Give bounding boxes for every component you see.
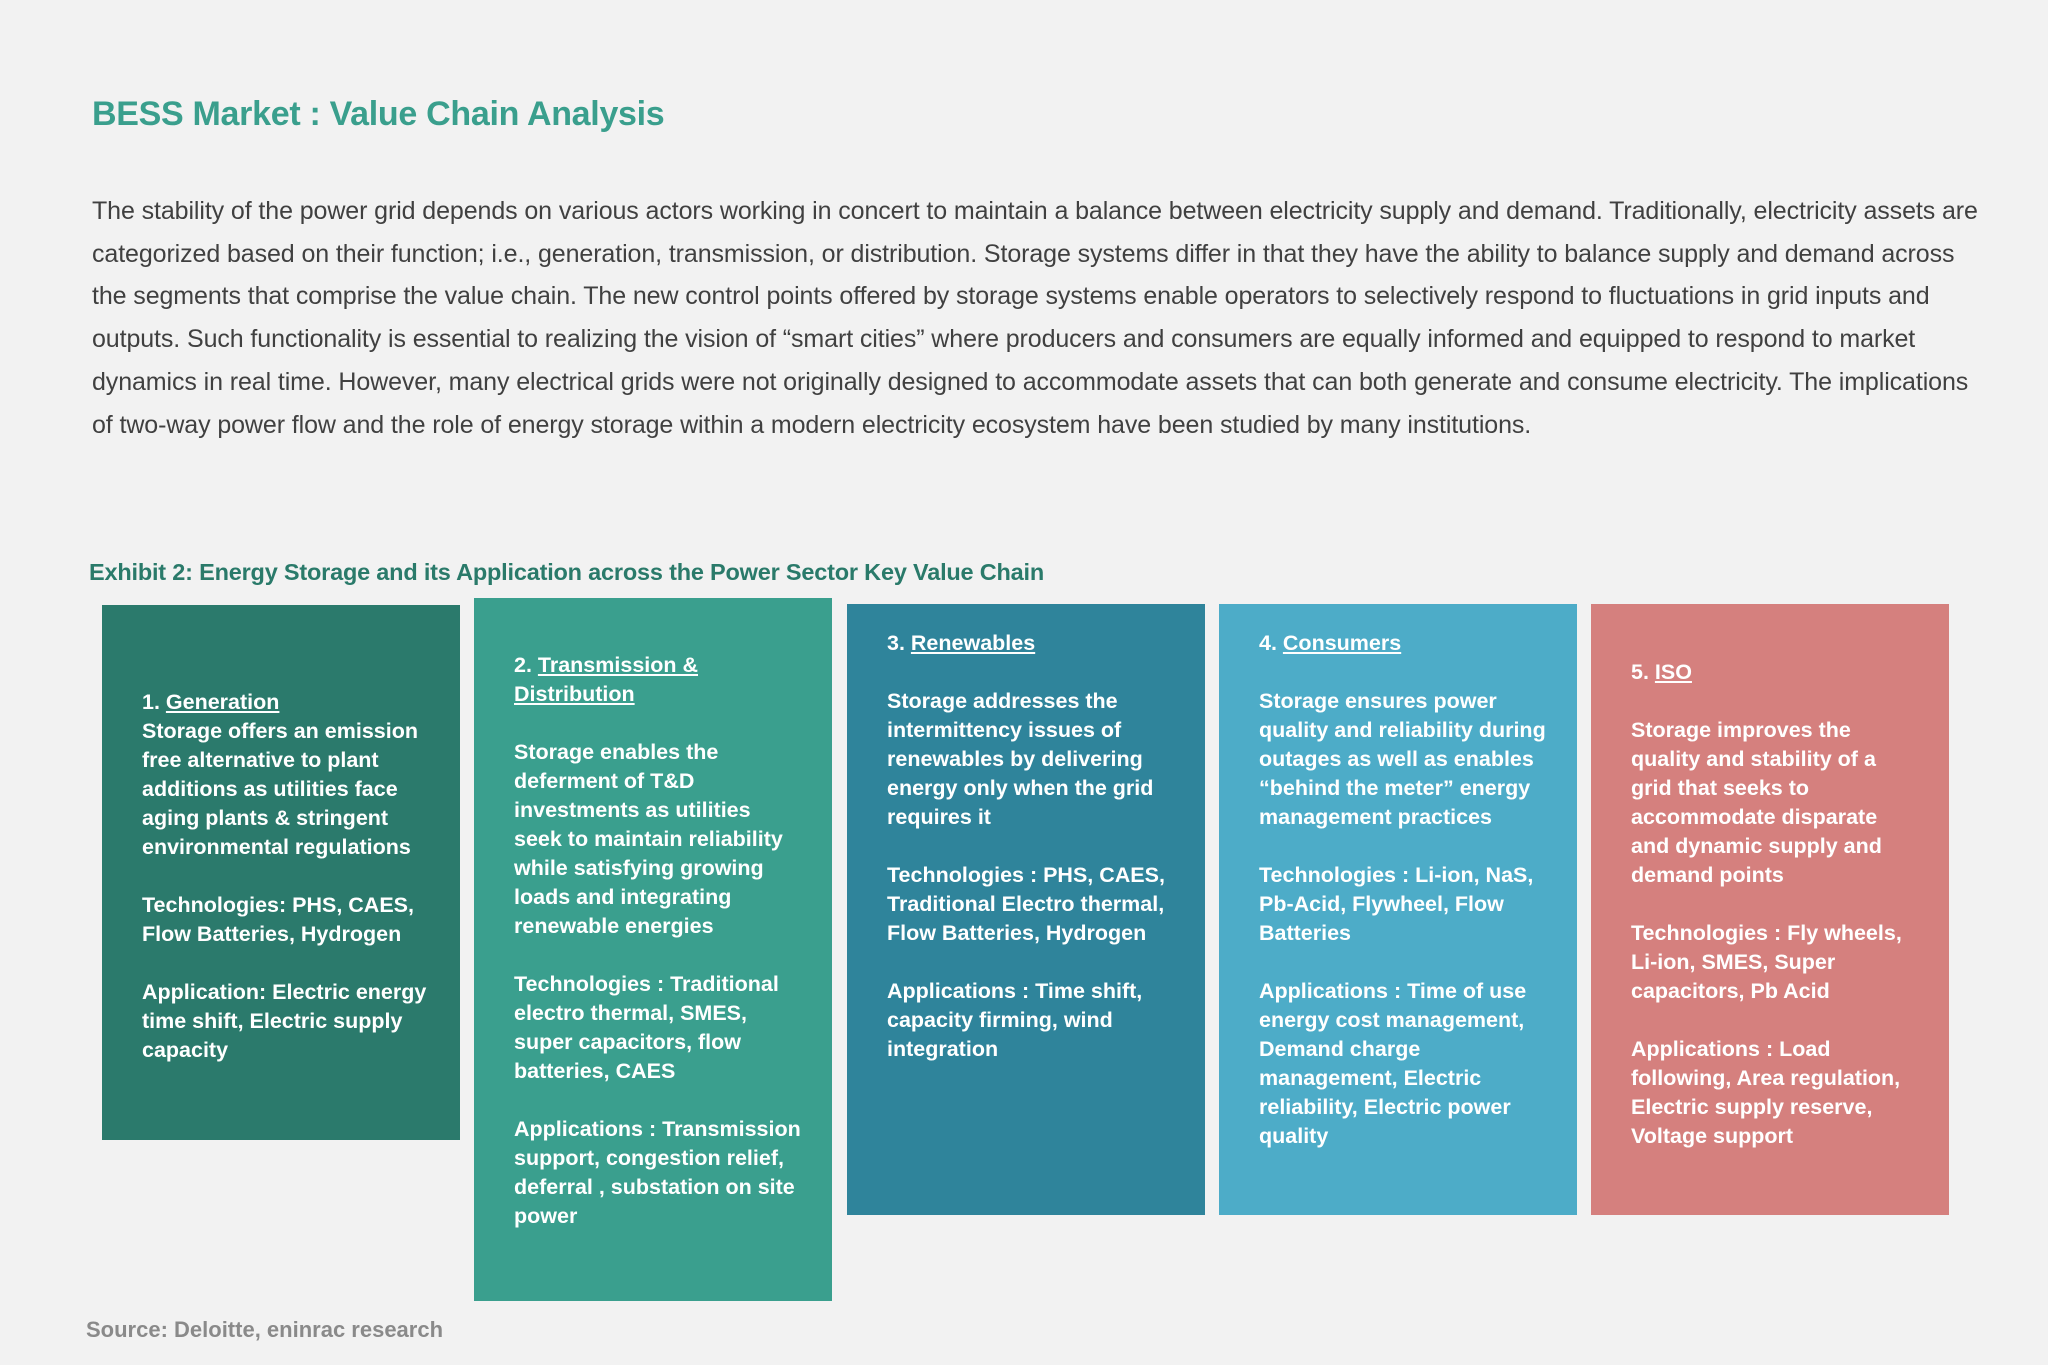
card-technologies: Technologies : Fly wheels, Li-ion, SMES, Super capacitors, Pb Acid: [1631, 921, 1902, 1003]
card-description: Storage addresses the intermittency issues of renewables by delivering energy only when the grid requires it: [887, 689, 1154, 829]
card-number: 5.: [1631, 660, 1655, 684]
card-applications: Applications : Transmission support, congestion relief, deferral , substation on site power: [514, 1117, 801, 1228]
card-heading: [142, 688, 430, 862]
value-chain-card-iso: [1591, 604, 1949, 1215]
card-applications: Applications : Time shift, capacity firming, wind integration: [887, 979, 1143, 1061]
card-description: Storage ensures power quality and reliability during outages as well as enables “behind the meter” energy management practices: [1259, 689, 1546, 829]
value-chain-card-renewables: [847, 604, 1205, 1215]
card-heading: [887, 629, 1175, 658]
card-header: Renewables: [910, 631, 1036, 655]
card-header: ISO: [1654, 660, 1692, 684]
intro-paragraph: The stability of the power grid depends on various actors working in concert to maintain a balance between electricity supply and demand. Traditionally, electricity assets are categorized based on their function; i.e., generation, transmission, or distribution. Storage systems differ in that they have the ability to balance supply and demand across the segments that comprise the value chain. The new control points offered by storage systems enable operators to selectively respond to fluctuations in grid inputs and outputs. Such functionality is essential to realizing the vision of “smart cities” where producers and consumers are equally informed and equipped to respond to market dynamics in real time. However, many electrical grids were not originally designed to accommodate assets that can both generate and consume electricity. The implications of two-way power flow and the role of energy storage within a modern electricity ecosystem have been studied by many institutions.: [92, 197, 1978, 439]
card-description: Storage enables the deferment of T&D investments as utilities seek to maintain reliability while satisfying growing loads and integrating renewable energies: [514, 740, 783, 938]
card-technologies: Technologies: PHS, CAES, Flow Batteries, Hydrogen: [142, 893, 414, 946]
card-number: 2.: [514, 653, 538, 677]
value-chain-card-consumers: [1219, 604, 1577, 1215]
source-note: Source: Deloitte, eninrac research: [86, 1317, 444, 1342]
card-applications: Applications : Load following, Area regulation, Electric supply reserve, Voltage support: [1631, 1037, 1901, 1148]
card-header: Generation: [165, 690, 280, 714]
card-header: Consumers: [1282, 631, 1402, 655]
card-technologies: Technologies : Traditional electro thermal, SMES, super capacitors, flow batteries, CAES: [514, 972, 779, 1083]
card-applications: Application: Electric energy time shift, Electric supply capacity: [142, 980, 427, 1062]
value-chain-card-transmission-distribution: [474, 598, 832, 1301]
exhibit-title: Exhibit 2: Energy Storage and its Application across the Power Sector Key Value Chain: [89, 559, 1045, 585]
card-heading: [1631, 658, 1919, 687]
card-number: 4.: [1259, 631, 1283, 655]
card-number: 3.: [887, 631, 911, 655]
card-technologies: Technologies : Li-ion, NaS, Pb-Acid, Flywheel, Flow Batteries: [1259, 863, 1534, 945]
card-technologies: Technologies : PHS, CAES, Traditional Electro thermal, Flow Batteries, Hydrogen: [887, 863, 1165, 945]
card-applications: Applications : Time of use energy cost management, Demand charge management, Electric reliability, Electric power quality: [1259, 979, 1527, 1148]
page-title: BESS Market : Value Chain Analysis: [92, 95, 665, 133]
card-number: 1.: [142, 690, 166, 714]
value-chain-card-generation: [102, 605, 460, 1140]
card-heading: [1259, 629, 1547, 658]
card-header: Transmission & Distribution: [514, 653, 699, 706]
card-heading: [514, 651, 802, 709]
card-description: Storage offers an emission free alternative to plant additions as utilities face aging plants & stringent environmental regulations: [142, 719, 418, 859]
card-description: Storage improves the quality and stability of a grid that seeks to accommodate disparate and dynamic supply and demand points: [1631, 718, 1882, 887]
